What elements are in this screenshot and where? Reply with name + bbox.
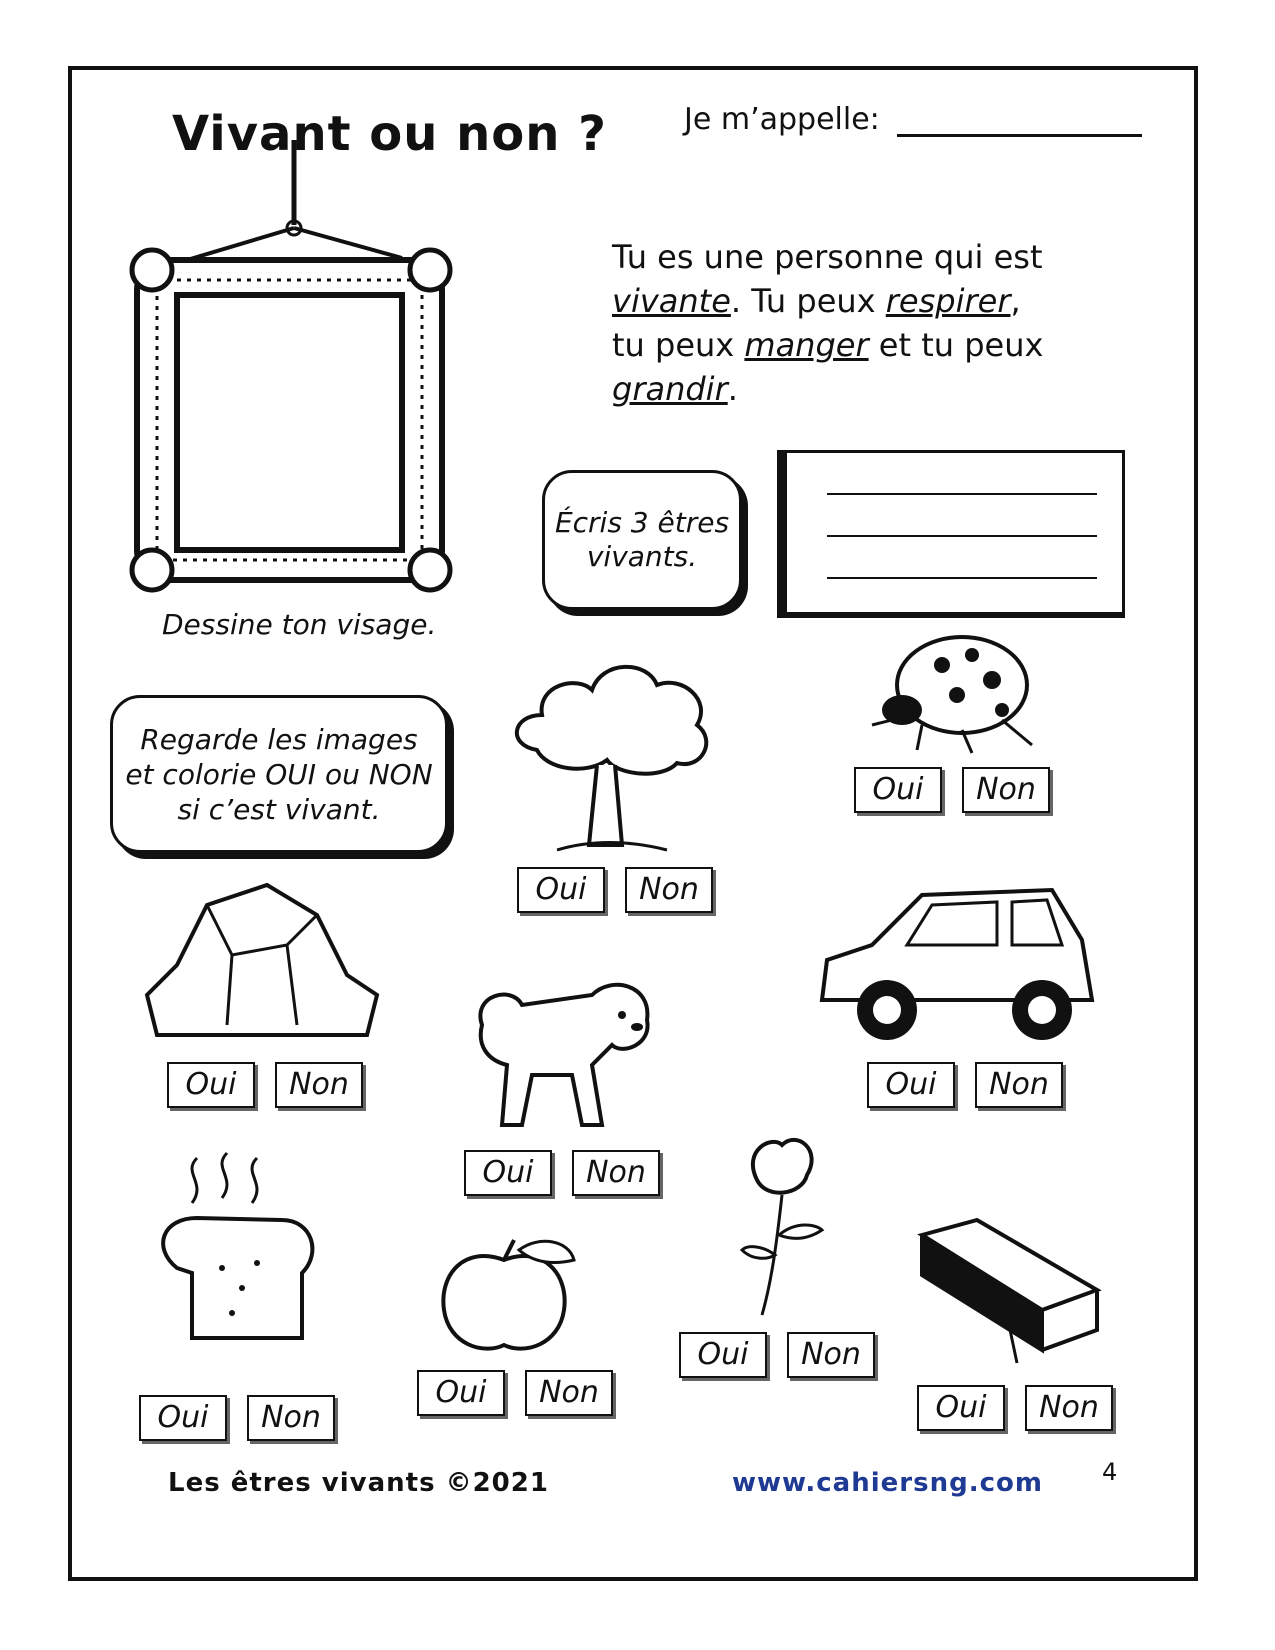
oui-button[interactable]: Oui — [417, 1370, 505, 1416]
car-choice — [867, 1062, 1063, 1108]
intro-text: . — [727, 370, 738, 408]
non-button[interactable]: Non — [625, 867, 713, 913]
bread-choice — [139, 1395, 335, 1441]
non-button[interactable]: Non — [962, 767, 1050, 813]
oui-button[interactable]: Oui — [854, 767, 942, 813]
instruction-text: Regarde les images et colorie OUI ou NON si c’est vivant. — [125, 722, 433, 826]
tree-choice — [517, 867, 713, 913]
rock-choice — [167, 1062, 363, 1108]
write-prompt-text: Écris 3 êtres vivants. — [554, 506, 730, 573]
writing-line[interactable] — [827, 493, 1097, 495]
frame-caption: Dessine ton visage. — [162, 608, 437, 641]
non-button[interactable]: Non — [787, 1332, 875, 1378]
dog-choice — [464, 1150, 660, 1196]
car-illustration — [812, 880, 1102, 1050]
oui-button[interactable]: Oui — [464, 1150, 552, 1196]
writing-line[interactable] — [827, 535, 1097, 537]
oui-button[interactable]: Oui — [167, 1062, 255, 1108]
non-button[interactable]: Non — [525, 1370, 613, 1416]
oui-button[interactable]: Oui — [867, 1062, 955, 1108]
book-choice — [917, 1385, 1113, 1431]
picture-frame-illustration[interactable] — [112, 140, 472, 590]
rock-illustration — [137, 875, 387, 1045]
name-label: Je m’appelle: — [684, 102, 880, 137]
intro-text: Tu es une personne qui est — [612, 238, 1043, 276]
ladybug-illustration — [862, 625, 1042, 755]
oui-button[interactable]: Oui — [917, 1385, 1005, 1431]
keyword-manger: manger — [744, 326, 869, 364]
tree-illustration — [497, 645, 717, 860]
writing-box[interactable] — [777, 450, 1125, 618]
footer-title: Les êtres vivants ©2021 — [168, 1468, 549, 1498]
non-button[interactable]: Non — [1025, 1385, 1113, 1431]
writing-line[interactable] — [827, 577, 1097, 579]
footer-website-link[interactable]: www.cahiersng.com — [732, 1468, 1043, 1498]
non-button[interactable]: Non — [247, 1395, 335, 1441]
instruction-bubble — [110, 695, 448, 853]
non-button[interactable]: Non — [975, 1062, 1063, 1108]
keyword-grandir: grandir — [612, 370, 728, 408]
apple-choice — [417, 1370, 613, 1416]
page-number: 4 — [1102, 1458, 1118, 1486]
oui-button[interactable]: Oui — [139, 1395, 227, 1441]
worksheet-page — [68, 66, 1198, 1581]
oui-button[interactable]: Oui — [517, 867, 605, 913]
intro-text: et tu peux — [868, 326, 1044, 364]
intro-text: . Tu peux — [730, 282, 886, 320]
rose-choice — [679, 1332, 875, 1378]
oui-button[interactable]: Oui — [679, 1332, 767, 1378]
keyword-vivante: vivante — [612, 282, 731, 320]
dog-illustration — [452, 965, 662, 1140]
rose-illustration — [717, 1130, 837, 1320]
apple-illustration — [434, 1235, 584, 1360]
page-title: Vivant ou non ? — [172, 106, 607, 162]
book-illustration — [917, 1215, 1102, 1365]
name-field[interactable] — [897, 134, 1142, 137]
ladybug-choice — [854, 767, 1050, 813]
non-button[interactable]: Non — [572, 1150, 660, 1196]
intro-text: tu peux — [612, 326, 745, 364]
intro-text: , — [1010, 282, 1021, 320]
keyword-respirer: respirer — [885, 282, 1011, 320]
write-prompt-bubble — [542, 470, 742, 610]
non-button[interactable]: Non — [275, 1062, 363, 1108]
bread-illustration — [152, 1148, 322, 1358]
intro-paragraph — [612, 235, 1082, 411]
